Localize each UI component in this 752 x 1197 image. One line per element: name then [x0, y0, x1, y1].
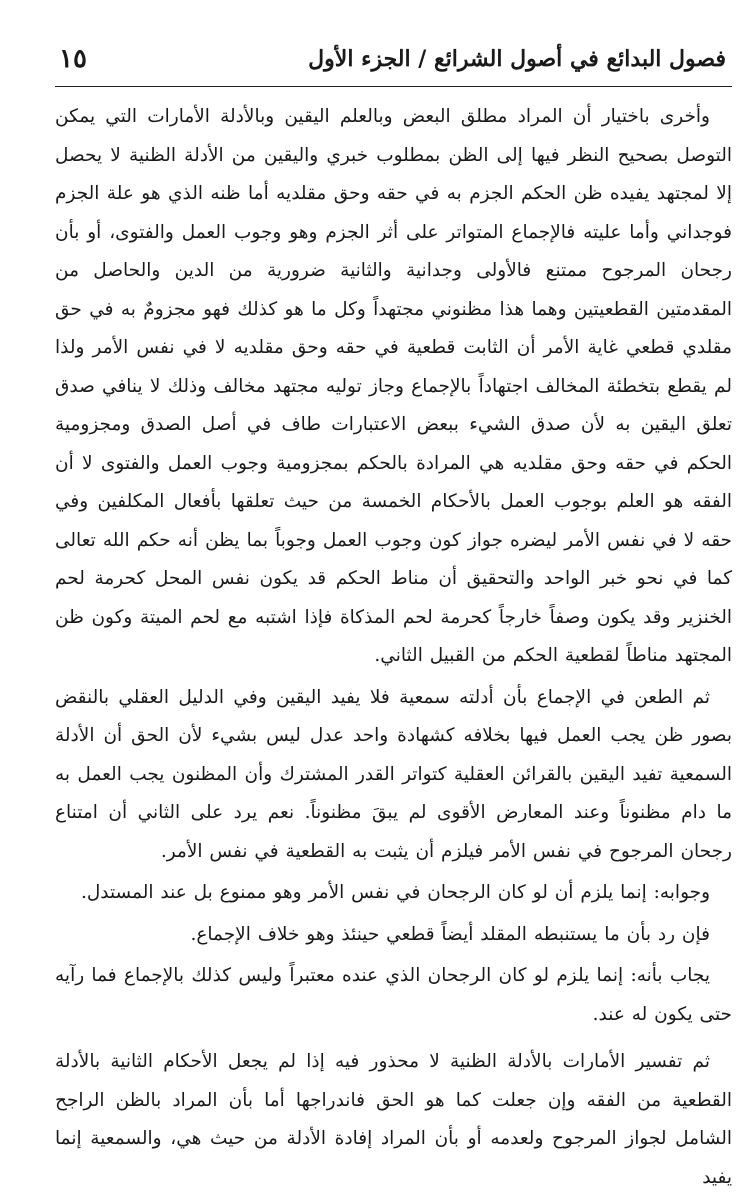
paragraph: وأخرى باختيار أن المراد مطلق البعض وبالعلم اليقين وبالأدلة الأمارات التي يمكن التوصل بصحيح النظر فيها إلى الظن بمطلوب خبري واليقين من الأدلة الظنية لا يحصل إلا لمجتهد يفيده ظن الحكم الجزم به في حقه وحق مقلديه أما ظنه الذي هو علة الجزم فوجداني وأما عليته فالإجماع المتواتر على أثر الجزم وهو وجوب العمل والفتوى، أو بأن رجحان المرجوح ممتنع فالأولى وجدانية والثانية ضرورية من الدين والحاصل من المقدمتين القطعيتين وهما هذا مظنوني مجتهداً وكل ما هو كذلك فهو مجزومٌ به في حق مقلدي قطعي غاية الأمر أن الثابت قطعية في حقه وحق مقلديه لا في نفس الأمر ولذا لم يقطع بتخطئة المخالف اجتهاداً بالإجماع وجاز توليه مجتهد مخالف وذلك لا ينافي صدق تعلق اليقين به لأن صدق الشيء ببعض الاعتبارات طاف في أصل الصدق ومجزومية الحكم في حقه وحق مقلديه هي المرادة بالحكم بمجزومية وجوب العمل والفتوى لا أن الفقه هو العلم بوجوب العمل بالأحكام الخمسة من حيث تعلقها بأفعال المكلفين وفي حقه لا في نفس الأمر ليضره جواز كون وجوب العمل وجوباً بما يظن أنه حكم الله تعالى كما في نحو خبر الواحد والتحقيق أن مناط الحكم قد يكون نفس المحل كحرمة لحم الخنزير وقد يكون وصفاً خارجاً كحرمة لحم المذكاة فإذا اشتبه مع لحم الميتة وكون ظن المجتهد مناطاً لقطعية الحكم من القبيل الثاني. — [55, 106, 732, 666]
paragraph: وجوابه: إنما يلزم أن لو كان الرجحان في نفس الأمر وهو ممنوع بل عند المستدل. — [80, 882, 710, 903]
page-header — [55, 38, 732, 82]
paragraph: ثم الطعن في الإجماع بأن أدلته سمعية فلا يفيد اليقين وفي الدليل العقلي بالنقض بصور ظن يجب العمل فيها بخلافه كشهادة واحد عدل ليس بشيء لأن الحق أن الأدلة السمعية تفيد اليقين بالقرائن العقلية كتواتر القدر المشترك وأن المظنون يجب العمل به ما دام مظنوناً وعند المعارض الأقوى لم يبقَ مظنوناً. نعم يرد على الثاني أن امتناع رجحان المرجوح في نفس الأمر فيلزم أن يثبت به القطعية في نفس الأمر. — [55, 686, 732, 862]
page-number: ١٥ — [59, 44, 87, 74]
book-page — [55, 38, 732, 1188]
header-rule — [55, 86, 732, 87]
running-title: فصول البدائع في أصول الشرائع / الجزء الأول — [308, 46, 726, 72]
paragraph: ثم تفسير الأمارات بالأدلة الظنية لا محذور فيه إذا لم يجعل الأحكام الثانية بالأدلة القطعية من الفقه وإن جعلت كما هو الحق فاندراجها أما بأن المراد بالظن الراجح الشامل لجواز المرجوح ولعدمه أو بأن المراد إفادة الأدلة من حيث هي، والسمعية إنما يفيد — [55, 1051, 732, 1188]
paragraph: يجاب بأنه: إنما يلزم لو كان الرجحان الذي عنده معتبراً وليس كذلك بالإجماع فما رآيه حتى يكون له عند. — [55, 965, 732, 1025]
page-body — [55, 98, 732, 1197]
paragraph: فإن رد بأن ما يستنبطه المقلد أيضاً قطعي حينئذ وهو خلاف الإجماع. — [190, 923, 710, 945]
